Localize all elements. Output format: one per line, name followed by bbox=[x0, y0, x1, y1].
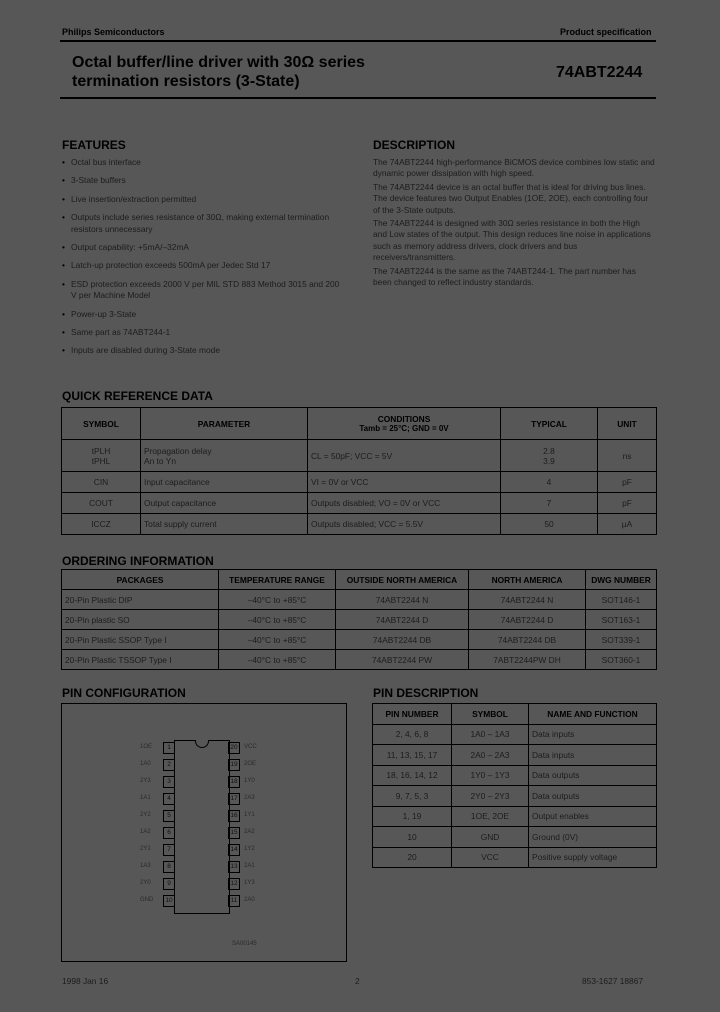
pin-number: 10 bbox=[163, 895, 175, 907]
table-row: ICCZ Total supply current Outputs disabled; VCC = 5.5V 50 µA bbox=[62, 514, 657, 535]
col-header: TYPICAL bbox=[501, 408, 598, 440]
pin-number: 5 bbox=[163, 810, 175, 822]
pin-label: GND bbox=[140, 897, 154, 903]
col-header: PACKAGES bbox=[62, 570, 219, 590]
feature-item: • Inputs are disabled during 3-State mode bbox=[62, 345, 347, 356]
figure-code: SA00145 bbox=[232, 941, 257, 947]
title-rule bbox=[60, 97, 656, 99]
table-row: 20-Pin Plastic SSOP Type I –40°C to +85°C 74ABT2244 DB 74ABT2244 DB SOT339-1 bbox=[62, 630, 657, 650]
pin-label: 2Y0 bbox=[140, 880, 151, 886]
description-paragraph: The 74ABT2244 is designed with 30Ω series resistance in both the High and Low states of the output. This design reduces line noise in applications such as memory address drivers, clock drivers and bus receivers/transmitters. bbox=[373, 218, 651, 263]
features-list bbox=[62, 157, 347, 364]
pin-label: 1A1 bbox=[140, 795, 151, 801]
table-row: COUT Output capacitance Outputs disabled; VO = 0V or VCC 7 pF bbox=[62, 493, 657, 514]
feature-item: • Latch-up protection exceeds 500mA per Jedec Std 17 bbox=[62, 260, 347, 271]
table-row: 10 GND Ground (0V) bbox=[373, 827, 657, 848]
pin-config-heading: PIN CONFIGURATION bbox=[62, 686, 186, 700]
col-header: DWG NUMBER bbox=[586, 570, 657, 590]
pin-number: 3 bbox=[163, 776, 175, 788]
conditions-sub: Tamb = 25°C; GND = 0V bbox=[359, 424, 449, 433]
pin-label: 2A3 bbox=[244, 795, 255, 801]
col-header: SYMBOL bbox=[62, 408, 141, 440]
pin-label: 1OE bbox=[140, 744, 153, 750]
pin-number: 12 bbox=[228, 878, 240, 890]
pin-label: 2Y3 bbox=[140, 778, 151, 784]
pin-label: 2A1 bbox=[244, 863, 255, 869]
table-row: CIN Input capacitance VI = 0V or VCC 4 pF bbox=[62, 472, 657, 493]
ordering-heading: ORDERING INFORMATION bbox=[62, 554, 214, 568]
table-row: 20 VCC Positive supply voltage bbox=[373, 847, 657, 868]
pin-number: 7 bbox=[163, 844, 175, 856]
feature-item: • Outputs include series resistance of 30Ω, making external termination resistors unnecessary bbox=[62, 212, 347, 235]
pin-desc-table bbox=[372, 703, 657, 868]
feature-item: • Octal bus interface bbox=[62, 157, 347, 168]
pin-number: 19 bbox=[228, 759, 240, 771]
table-row: 11, 13, 15, 17 2A0 – 2A3 Data inputs bbox=[373, 745, 657, 766]
pin-number: 2 bbox=[163, 759, 175, 771]
description-body bbox=[373, 157, 656, 290]
pin-label: 1A0 bbox=[140, 761, 151, 767]
pin-config-box bbox=[61, 703, 347, 962]
pin-label: 2A2 bbox=[244, 829, 255, 835]
title-line-1: Octal buffer/line driver with 30Ω series bbox=[72, 54, 365, 71]
part-number: 74ABT2244 bbox=[556, 64, 643, 81]
col-header: UNIT bbox=[598, 408, 657, 440]
pin-label: 1A3 bbox=[140, 863, 151, 869]
doc-type: Product specification bbox=[560, 27, 652, 37]
pin-number: 11 bbox=[228, 895, 240, 907]
pin-label: 1Y1 bbox=[244, 812, 255, 818]
pin-label: 1Y2 bbox=[244, 846, 255, 852]
pin-label: 1Y3 bbox=[244, 880, 255, 886]
pin-label: 1Y0 bbox=[244, 778, 255, 784]
ic-body bbox=[174, 740, 230, 914]
feature-item: • ESD protection exceeds 2000 V per MIL STD 883 Method 3015 and 200 V per Machine Model bbox=[62, 279, 347, 302]
col-header: PIN NUMBER bbox=[373, 704, 452, 725]
pin-label: VCC bbox=[244, 744, 257, 750]
feature-item: • Power-up 3-State bbox=[62, 309, 347, 320]
quick-ref-heading: QUICK REFERENCE DATA bbox=[62, 389, 213, 403]
description-paragraph: The 74ABT2244 high-performance BiCMOS device combines low static and dynamic power dissipation with high speed. bbox=[373, 157, 655, 179]
table-row: 20-Pin Plastic DIP –40°C to +85°C 74ABT2244 N 74ABT2244 N SOT146-1 bbox=[62, 590, 657, 610]
col-header-conditions: CONDITIONS Tamb = 25°C; GND = 0V bbox=[308, 408, 501, 440]
col-header: NAME AND FUNCTION bbox=[529, 704, 657, 725]
pin-number: 16 bbox=[228, 810, 240, 822]
company-name: Philips Semiconductors bbox=[62, 27, 165, 37]
table-row: tPLH tPHL Propagation delay An to Yn CL = 50pF; VCC = 5V 2.8 3.9 ns bbox=[62, 440, 657, 472]
feature-item: • Same part as 74ABT244-1 bbox=[62, 327, 347, 338]
table-row: 1, 19 1OE, 2OE Output enables bbox=[373, 806, 657, 827]
header-rule bbox=[60, 40, 656, 42]
pin-number: 14 bbox=[228, 844, 240, 856]
description-heading: DESCRIPTION bbox=[373, 138, 456, 152]
footer-date: 1998 Jan 16 bbox=[62, 976, 109, 986]
table-row: 18, 16, 14, 12 1Y0 – 1Y3 Data outputs bbox=[373, 765, 657, 786]
pin-number: 20 bbox=[228, 742, 240, 754]
pin-number: 6 bbox=[163, 827, 175, 839]
feature-item: • Output capability: +5mA/–32mA bbox=[62, 242, 347, 253]
pin-number: 17 bbox=[228, 793, 240, 805]
table-row: 20-Pin plastic SO –40°C to +85°C 74ABT2244 D 74ABT2244 D SOT163-1 bbox=[62, 610, 657, 630]
pin-number: 1 bbox=[163, 742, 175, 754]
pin-label: 2Y1 bbox=[140, 846, 151, 852]
col-header: TEMPERATURE RANGE bbox=[219, 570, 336, 590]
footer-code: 853-1627 18867 bbox=[582, 976, 644, 986]
col-header: OUTSIDE NORTH AMERICA bbox=[336, 570, 469, 590]
table-row: 9, 7, 5, 3 2Y0 – 2Y3 Data outputs bbox=[373, 786, 657, 807]
pin-label: 2A0 bbox=[244, 897, 255, 903]
ic-notch bbox=[195, 740, 209, 748]
ordering-table bbox=[61, 569, 657, 670]
col-header: PARAMETER bbox=[141, 408, 308, 440]
title-line-2: termination resistors (3-State) bbox=[72, 73, 300, 90]
description-paragraph: The 74ABT2244 device is an octal buffer that is ideal for driving bus lines. The device features two Output Enables (1OE, 2OE), each controlling four of the 3-State outputs. bbox=[373, 181, 649, 215]
table-row: 20-Pin Plastic TSSOP Type I –40°C to +85°C 74ABT2244 PW 7ABT2244PW DH SOT360-1 bbox=[62, 650, 657, 670]
pin-label: 2OE bbox=[244, 761, 257, 767]
quick-ref-table bbox=[61, 407, 657, 535]
feature-item: • Live insertion/extraction permitted bbox=[62, 194, 347, 205]
footer-page: 2 bbox=[355, 976, 360, 986]
table-row: 2, 4, 6, 8 1A0 – 1A3 Data inputs bbox=[373, 724, 657, 745]
pin-label: 1A2 bbox=[140, 829, 151, 835]
col-header: NORTH AMERICA bbox=[469, 570, 586, 590]
pin-number: 9 bbox=[163, 878, 175, 890]
feature-item: • 3-State buffers bbox=[62, 175, 347, 186]
pin-desc-heading: PIN DESCRIPTION bbox=[373, 686, 479, 700]
pin-label: 2Y2 bbox=[140, 812, 151, 818]
pin-number: 4 bbox=[163, 793, 175, 805]
pin-number: 15 bbox=[228, 827, 240, 839]
pin-number: 13 bbox=[228, 861, 240, 873]
description-paragraph: The 74ABT2244 is the same as the 74ABT244-1. The part number has been changed to reflect industry standards. bbox=[373, 265, 636, 288]
pin-number: 8 bbox=[163, 861, 175, 873]
pin-number: 18 bbox=[228, 776, 240, 788]
col-header: SYMBOL bbox=[452, 704, 529, 725]
features-heading: FEATURES bbox=[62, 138, 126, 152]
